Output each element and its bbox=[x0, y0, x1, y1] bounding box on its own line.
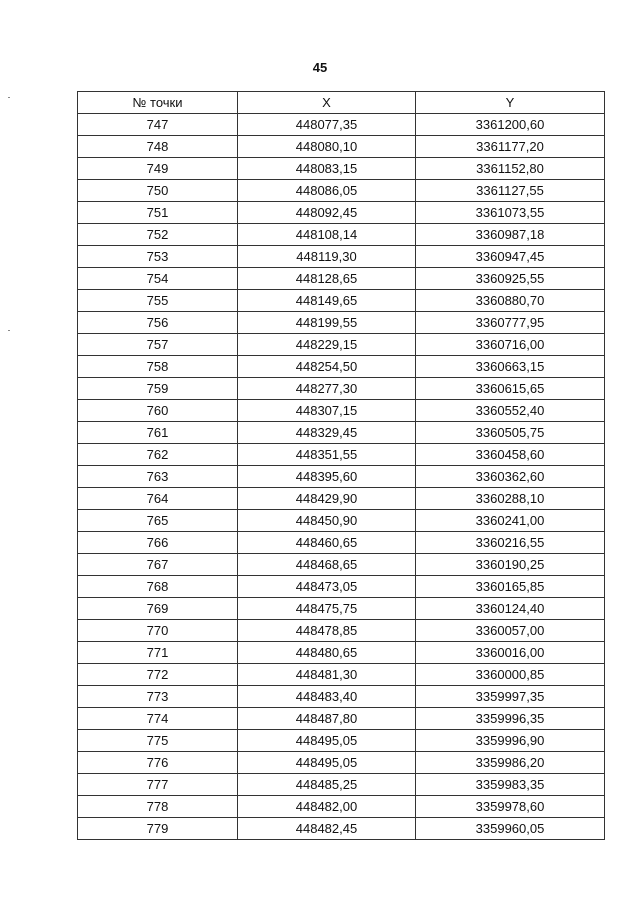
cell-y: 3359996,90 bbox=[416, 730, 605, 752]
cell-x: 448429,90 bbox=[238, 488, 416, 510]
cell-y: 3360947,45 bbox=[416, 246, 605, 268]
header-point-number: № точки bbox=[78, 92, 238, 114]
cell-x: 448119,30 bbox=[238, 246, 416, 268]
cell-y: 3359986,20 bbox=[416, 752, 605, 774]
cell-y: 3360000,85 bbox=[416, 664, 605, 686]
cell-y: 3360124,40 bbox=[416, 598, 605, 620]
page-number: 45 bbox=[312, 60, 328, 75]
table-row bbox=[78, 246, 605, 268]
table-row bbox=[78, 356, 605, 378]
table-row bbox=[78, 400, 605, 422]
cell-y: 3360216,55 bbox=[416, 532, 605, 554]
cell-y: 3360190,25 bbox=[416, 554, 605, 576]
table-row bbox=[78, 686, 605, 708]
table-row bbox=[78, 488, 605, 510]
cell-point-number: 776 bbox=[78, 752, 238, 774]
cell-x: 448083,15 bbox=[238, 158, 416, 180]
cell-x: 448199,55 bbox=[238, 312, 416, 334]
cell-x: 448149,65 bbox=[238, 290, 416, 312]
cell-point-number: 774 bbox=[78, 708, 238, 730]
cell-y: 3360057,00 bbox=[416, 620, 605, 642]
cell-x: 448329,45 bbox=[238, 422, 416, 444]
table-row bbox=[78, 422, 605, 444]
table-row bbox=[78, 290, 605, 312]
cell-x: 448080,10 bbox=[238, 136, 416, 158]
cell-point-number: 761 bbox=[78, 422, 238, 444]
cell-point-number: 770 bbox=[78, 620, 238, 642]
table-row bbox=[78, 554, 605, 576]
cell-point-number: 775 bbox=[78, 730, 238, 752]
cell-y: 3359960,05 bbox=[416, 818, 605, 840]
cell-point-number: 767 bbox=[78, 554, 238, 576]
cell-point-number: 757 bbox=[78, 334, 238, 356]
cell-x: 448483,40 bbox=[238, 686, 416, 708]
cell-point-number: 762 bbox=[78, 444, 238, 466]
table-row bbox=[78, 642, 605, 664]
cell-y: 3360663,15 bbox=[416, 356, 605, 378]
cell-y: 3360165,85 bbox=[416, 576, 605, 598]
header-x: X bbox=[238, 92, 416, 114]
cell-x: 448450,90 bbox=[238, 510, 416, 532]
cell-point-number: 778 bbox=[78, 796, 238, 818]
cell-y: 3361127,55 bbox=[416, 180, 605, 202]
cell-y: 3359996,35 bbox=[416, 708, 605, 730]
cell-point-number: 766 bbox=[78, 532, 238, 554]
cell-y: 3361073,55 bbox=[416, 202, 605, 224]
cell-x: 448473,05 bbox=[238, 576, 416, 598]
cell-point-number: 760 bbox=[78, 400, 238, 422]
table-row bbox=[78, 598, 605, 620]
cell-x: 448254,50 bbox=[238, 356, 416, 378]
margin-mark bbox=[8, 330, 10, 331]
cell-point-number: 769 bbox=[78, 598, 238, 620]
table-body bbox=[78, 114, 605, 840]
table-header bbox=[78, 92, 605, 114]
cell-point-number: 755 bbox=[78, 290, 238, 312]
table-row bbox=[78, 620, 605, 642]
cell-x: 448481,30 bbox=[238, 664, 416, 686]
table-row bbox=[78, 334, 605, 356]
cell-point-number: 751 bbox=[78, 202, 238, 224]
cell-x: 448485,25 bbox=[238, 774, 416, 796]
cell-y: 3360925,55 bbox=[416, 268, 605, 290]
cell-point-number: 748 bbox=[78, 136, 238, 158]
cell-y: 3360458,60 bbox=[416, 444, 605, 466]
cell-x: 448478,85 bbox=[238, 620, 416, 642]
cell-y: 3360016,00 bbox=[416, 642, 605, 664]
cell-x: 448229,15 bbox=[238, 334, 416, 356]
cell-point-number: 759 bbox=[78, 378, 238, 400]
cell-y: 3360241,00 bbox=[416, 510, 605, 532]
table-row bbox=[78, 532, 605, 554]
cell-x: 448108,14 bbox=[238, 224, 416, 246]
cell-point-number: 753 bbox=[78, 246, 238, 268]
margin-mark bbox=[8, 97, 10, 98]
cell-point-number: 772 bbox=[78, 664, 238, 686]
table-row bbox=[78, 730, 605, 752]
cell-y: 3360987,18 bbox=[416, 224, 605, 246]
table-row bbox=[78, 752, 605, 774]
header-row bbox=[78, 92, 605, 114]
table-row bbox=[78, 180, 605, 202]
table-row bbox=[78, 466, 605, 488]
cell-point-number: 747 bbox=[78, 114, 238, 136]
cell-x: 448351,55 bbox=[238, 444, 416, 466]
cell-y: 3360615,65 bbox=[416, 378, 605, 400]
cell-point-number: 764 bbox=[78, 488, 238, 510]
cell-point-number: 765 bbox=[78, 510, 238, 532]
cell-y: 3360880,70 bbox=[416, 290, 605, 312]
cell-x: 448480,65 bbox=[238, 642, 416, 664]
cell-y: 3360777,95 bbox=[416, 312, 605, 334]
table-row bbox=[78, 202, 605, 224]
cell-y: 3360552,40 bbox=[416, 400, 605, 422]
table-row bbox=[78, 378, 605, 400]
cell-x: 448482,45 bbox=[238, 818, 416, 840]
table-row bbox=[78, 268, 605, 290]
table-row bbox=[78, 312, 605, 334]
table-row bbox=[78, 510, 605, 532]
table-row bbox=[78, 224, 605, 246]
cell-y: 3360716,00 bbox=[416, 334, 605, 356]
cell-x: 448077,35 bbox=[238, 114, 416, 136]
cell-x: 448487,80 bbox=[238, 708, 416, 730]
cell-x: 448086,05 bbox=[238, 180, 416, 202]
cell-x: 448128,65 bbox=[238, 268, 416, 290]
coordinates-table bbox=[77, 91, 605, 840]
cell-x: 448495,05 bbox=[238, 730, 416, 752]
cell-point-number: 750 bbox=[78, 180, 238, 202]
table-row bbox=[78, 774, 605, 796]
cell-x: 448482,00 bbox=[238, 796, 416, 818]
cell-point-number: 756 bbox=[78, 312, 238, 334]
table-row bbox=[78, 576, 605, 598]
cell-point-number: 758 bbox=[78, 356, 238, 378]
cell-x: 448468,65 bbox=[238, 554, 416, 576]
cell-point-number: 779 bbox=[78, 818, 238, 840]
cell-y: 3359983,35 bbox=[416, 774, 605, 796]
cell-y: 3359978,60 bbox=[416, 796, 605, 818]
cell-y: 3361200,60 bbox=[416, 114, 605, 136]
cell-point-number: 763 bbox=[78, 466, 238, 488]
cell-point-number: 754 bbox=[78, 268, 238, 290]
cell-point-number: 752 bbox=[78, 224, 238, 246]
cell-x: 448307,15 bbox=[238, 400, 416, 422]
table-row bbox=[78, 136, 605, 158]
cell-point-number: 777 bbox=[78, 774, 238, 796]
cell-x: 448395,60 bbox=[238, 466, 416, 488]
cell-x: 448495,05 bbox=[238, 752, 416, 774]
cell-y: 3361177,20 bbox=[416, 136, 605, 158]
table-row bbox=[78, 818, 605, 840]
cell-y: 3359997,35 bbox=[416, 686, 605, 708]
cell-y: 3361152,80 bbox=[416, 158, 605, 180]
table-row bbox=[78, 114, 605, 136]
cell-x: 448092,45 bbox=[238, 202, 416, 224]
table-row bbox=[78, 708, 605, 730]
cell-x: 448475,75 bbox=[238, 598, 416, 620]
header-y: Y bbox=[416, 92, 605, 114]
cell-x: 448460,65 bbox=[238, 532, 416, 554]
cell-y: 3360505,75 bbox=[416, 422, 605, 444]
cell-x: 448277,30 bbox=[238, 378, 416, 400]
cell-point-number: 771 bbox=[78, 642, 238, 664]
table-row bbox=[78, 664, 605, 686]
table-row bbox=[78, 444, 605, 466]
cell-y: 3360288,10 bbox=[416, 488, 605, 510]
table-row bbox=[78, 158, 605, 180]
cell-point-number: 773 bbox=[78, 686, 238, 708]
cell-point-number: 749 bbox=[78, 158, 238, 180]
table-row bbox=[78, 796, 605, 818]
cell-y: 3360362,60 bbox=[416, 466, 605, 488]
cell-point-number: 768 bbox=[78, 576, 238, 598]
